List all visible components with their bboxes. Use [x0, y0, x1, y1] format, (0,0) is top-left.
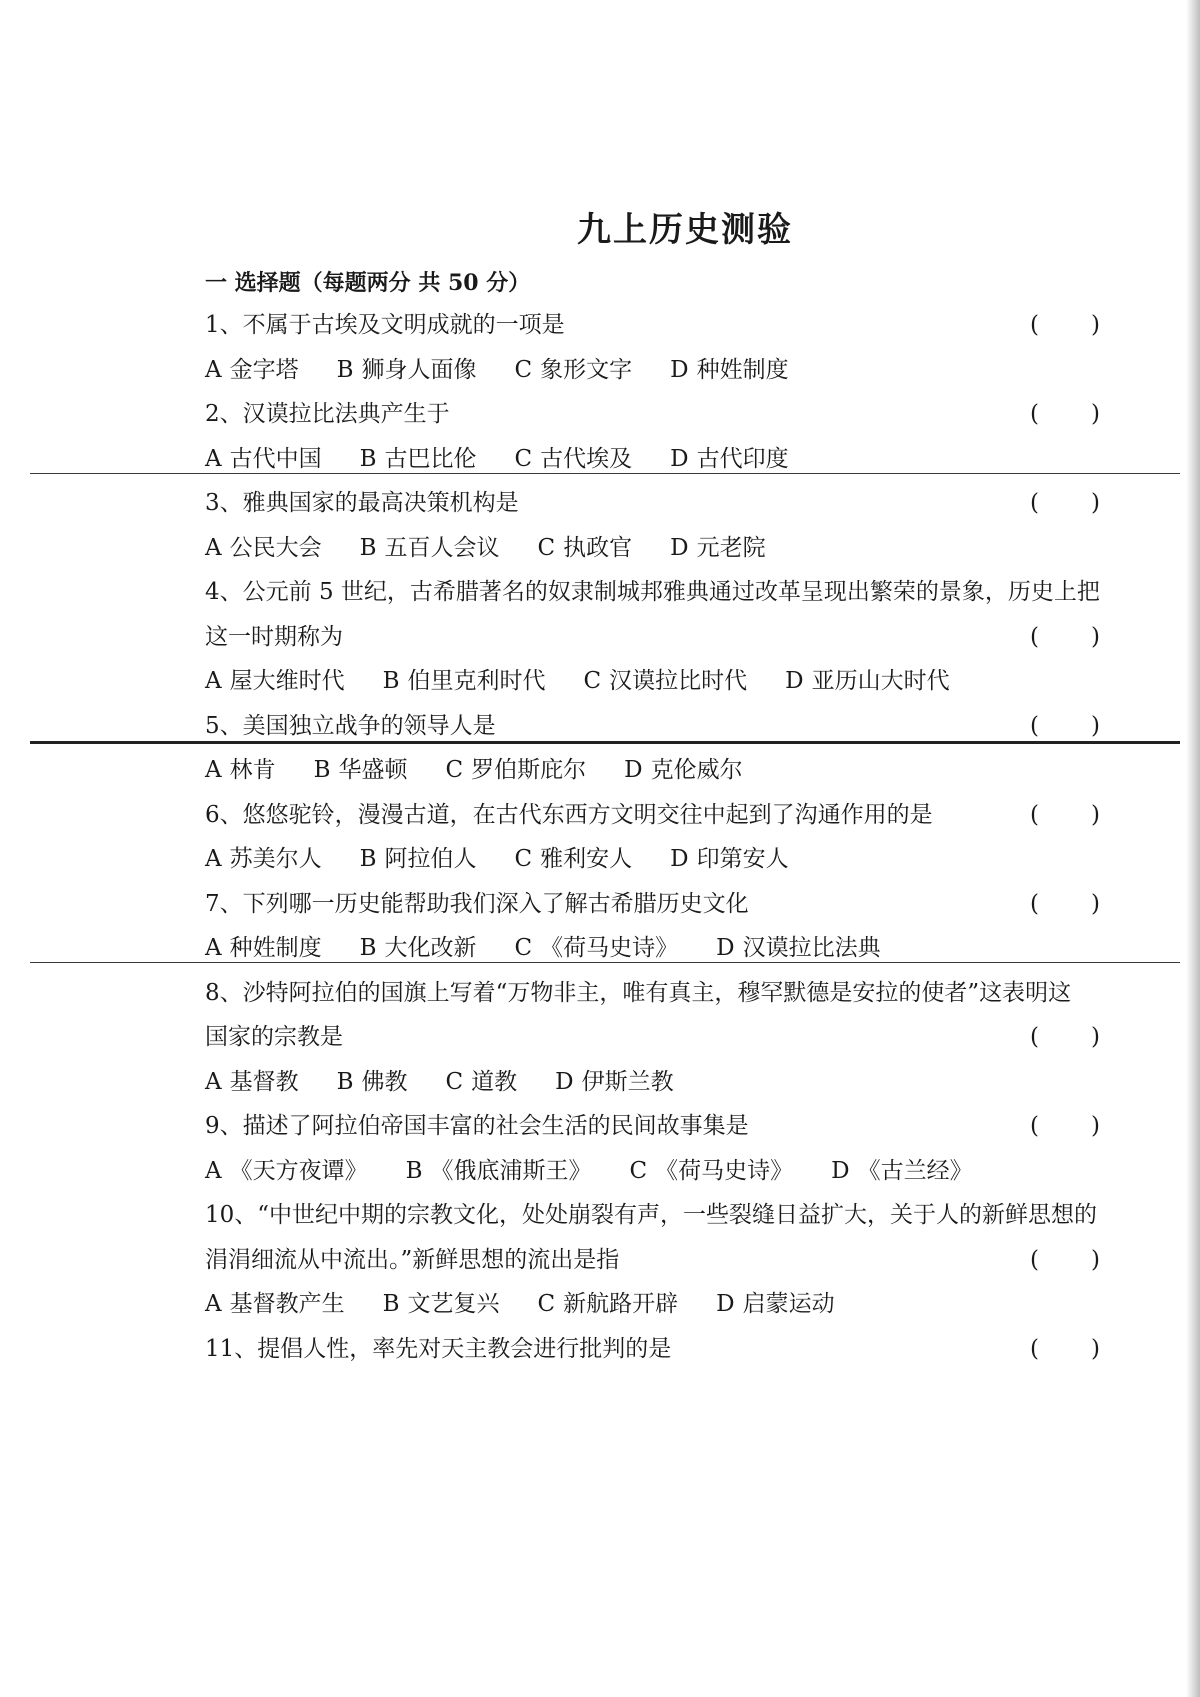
option-text: 金字塔: [229, 356, 299, 383]
option-text: 公民大会: [229, 534, 322, 561]
option-letter: C: [629, 1157, 648, 1184]
option-letter: D: [716, 935, 735, 961]
option-letter: B: [359, 935, 377, 961]
option-letter: D: [716, 1291, 735, 1317]
option-letter: A: [205, 935, 222, 961]
option-item: [515, 437, 633, 482]
question-text: 8、沙特阿拉伯的国旗上写着“万物非主，唯有真主，穆罕默德是安拉的使者”这表明这: [205, 979, 1072, 1006]
option-item: [555, 1060, 673, 1105]
answer-blank: [1030, 793, 1100, 838]
option-text: 新航路开辟: [563, 1291, 679, 1317]
answer-blank: [1030, 1015, 1100, 1060]
option-text: 古代中国: [229, 445, 322, 472]
option-text: 象形文字: [540, 356, 633, 383]
option-text: 雅利安人: [540, 846, 633, 872]
option-item: [205, 348, 299, 393]
option-letter: A: [205, 757, 222, 783]
option-letter: D: [670, 445, 689, 472]
option-text: 文艺复兴: [407, 1291, 500, 1317]
option-text: 种姓制度: [229, 935, 322, 961]
option-letter: D: [785, 668, 804, 694]
option-item: [205, 1149, 368, 1194]
paren-open: (: [1030, 401, 1039, 427]
option-item: [538, 1282, 679, 1327]
option-text: 狮身人面像: [361, 356, 477, 383]
option-text: 阿拉伯人: [384, 846, 477, 872]
option-letter: B: [359, 534, 377, 561]
question-text-line: [205, 303, 1155, 348]
answer-blank: [1030, 704, 1100, 749]
option-text: 伊斯兰教: [581, 1068, 674, 1095]
options-line: [205, 348, 1155, 393]
option-item: [337, 348, 477, 393]
option-item: [630, 1149, 794, 1194]
options-line: [205, 1060, 1155, 1105]
option-letter: C: [583, 668, 602, 694]
question-text-line: [205, 1238, 1155, 1283]
option-text: 古代印度: [696, 445, 789, 472]
paren-open: (: [1030, 890, 1039, 917]
option-text: 基督教产生: [229, 1291, 345, 1317]
question-text: 6、悠悠驼铃，漫漫古道，在古代东西方文明交往中起到了沟通作用的是: [205, 801, 933, 828]
option-letter: C: [514, 356, 533, 383]
question-text: 10、“中世纪中期的宗教文化，处处崩裂有声，一些裂缝日益扩大，关于人的新鲜思想的: [205, 1202, 1098, 1228]
question-text: 2、汉谟拉比法典产生于: [205, 401, 450, 427]
option-letter: C: [514, 846, 533, 872]
option-item: [205, 659, 345, 704]
option-text: 种姓制度: [696, 356, 789, 383]
options-line: [205, 1282, 1155, 1327]
option-text: 古巴比伦: [384, 445, 477, 472]
option-letter: A: [205, 1291, 222, 1317]
option-letter: C: [514, 935, 533, 961]
option-letter: B: [382, 1291, 400, 1317]
option-item: [314, 748, 408, 793]
option-item: [446, 1060, 518, 1105]
paren-open: (: [1030, 1024, 1039, 1050]
option-letter: D: [624, 757, 643, 783]
option-letter: D: [670, 534, 689, 561]
option-item: [538, 526, 633, 571]
option-letter: D: [670, 846, 689, 872]
options-line: [205, 926, 1155, 971]
option-item: [785, 659, 949, 704]
answer-blank: [1030, 882, 1100, 927]
option-item: [205, 926, 322, 971]
question-text-line: [205, 882, 1155, 927]
option-item: [205, 526, 322, 571]
option-letter: B: [313, 757, 331, 783]
option-item: [360, 437, 477, 482]
option-letter: A: [205, 1157, 222, 1184]
paren-close: ): [1091, 801, 1100, 828]
option-letter: A: [205, 534, 222, 561]
option-text: 《古兰经》: [857, 1157, 973, 1184]
paren-close: ): [1091, 1113, 1100, 1139]
option-item: [205, 837, 322, 882]
paren-close: ): [1091, 1246, 1100, 1273]
option-letter: C: [445, 1068, 464, 1095]
question-text: 涓涓细流从中流出。”新鲜思想的流出是指: [205, 1246, 620, 1273]
option-item: [670, 526, 765, 571]
paren-open: (: [1030, 1113, 1039, 1139]
paren-open: (: [1030, 712, 1039, 739]
option-item: [360, 837, 477, 882]
question-text-line: [205, 1193, 1155, 1238]
question-text-line: [205, 793, 1155, 838]
option-item: [515, 837, 633, 882]
option-letter: A: [205, 846, 222, 872]
question-text-line: [205, 1327, 1155, 1372]
question-text-line: [205, 615, 1155, 660]
answer-blank: [1030, 303, 1100, 348]
paren-close: ): [1091, 1024, 1100, 1050]
option-text: 启蒙运动: [742, 1291, 835, 1317]
option-text: 汉谟拉比时代: [609, 668, 748, 694]
question-text: 国家的宗教是: [205, 1024, 343, 1050]
paren-close: ): [1091, 490, 1100, 516]
paren-open: (: [1030, 1246, 1039, 1273]
option-letter: C: [537, 1291, 556, 1317]
option-letter: A: [205, 1068, 222, 1095]
option-text: 古代埃及: [540, 445, 633, 472]
option-letter: A: [205, 445, 222, 472]
option-item: [670, 437, 788, 482]
answer-blank: [1030, 481, 1100, 526]
option-letter: B: [405, 1157, 423, 1184]
option-text: 执政官: [563, 534, 633, 561]
option-text: 道教: [471, 1068, 518, 1095]
answer-blank: [1030, 1327, 1100, 1372]
option-item: [624, 748, 742, 793]
option-item: [584, 659, 748, 704]
option-text: 林肯: [229, 757, 276, 783]
paren-close: ): [1091, 712, 1100, 739]
option-item: [360, 526, 500, 571]
question-text-line: [205, 481, 1155, 526]
option-text: 《天方夜谭》: [229, 1157, 368, 1184]
option-item: [670, 837, 788, 882]
option-letter: B: [359, 445, 377, 472]
question-text-line: [205, 971, 1155, 1016]
options-line: [205, 437, 1155, 482]
option-letter: A: [205, 356, 222, 383]
option-letter: C: [445, 757, 464, 783]
option-letter: B: [359, 846, 377, 872]
option-item: [716, 1282, 834, 1327]
option-letter: D: [670, 356, 689, 383]
option-item: [670, 348, 788, 393]
page-title: 九上历史测验: [577, 210, 793, 250]
question-text: 11、提倡人性，率先对天主教会进行批判的是: [205, 1335, 672, 1362]
option-letter: C: [537, 534, 556, 561]
answer-blank: [1030, 1238, 1100, 1283]
option-letter: C: [514, 445, 533, 472]
option-letter: B: [382, 668, 400, 694]
option-item: [205, 1060, 299, 1105]
section-heading: 一 选择题（每题两分 共 50 分）: [205, 270, 531, 296]
option-item: [383, 1282, 500, 1327]
option-letter: D: [555, 1068, 574, 1095]
option-item: [383, 659, 546, 704]
option-text: 《荷马史诗》: [655, 1157, 794, 1184]
option-text: 《荷马史诗》: [540, 935, 679, 961]
options-line: [205, 659, 1155, 704]
paren-open: (: [1030, 801, 1039, 828]
options-line: [205, 837, 1155, 882]
option-text: 五百人会议: [384, 534, 500, 561]
question-text: 7、下列哪一历史能帮助我们深入了解古希腊历史文化: [205, 890, 749, 917]
paren-close: ): [1091, 890, 1100, 917]
paren-open: (: [1030, 312, 1039, 338]
paren-close: ): [1091, 401, 1100, 427]
question-text-line: [205, 1015, 1155, 1060]
option-text: 《俄底浦斯王》: [430, 1157, 592, 1184]
answer-blank: [1030, 392, 1100, 437]
paren-close: ): [1091, 1335, 1100, 1362]
option-text: 亚历山大时代: [811, 668, 950, 694]
option-letter: B: [336, 1068, 354, 1095]
option-text: 屋大维时代: [229, 668, 345, 694]
option-item: [831, 1149, 972, 1194]
options-line: [205, 748, 1155, 793]
option-text: 罗伯斯庇尔: [471, 757, 587, 783]
options-line: [205, 1149, 1155, 1194]
option-text: 苏美尔人: [229, 846, 322, 872]
option-text: 华盛顿: [338, 757, 408, 783]
paren-open: (: [1030, 490, 1039, 516]
option-letter: D: [831, 1157, 850, 1184]
paren-close: ): [1091, 312, 1100, 338]
scan-edge-shadow: [1186, 0, 1200, 1697]
option-letter: A: [205, 668, 222, 694]
question-text: 这一时期称为: [205, 623, 343, 650]
option-text: 元老院: [696, 534, 766, 561]
answer-blank: [1030, 1104, 1100, 1149]
question-text: 4、公元前 5 世纪，古希腊著名的奴隶制城邦雅典通过改革呈现出繁荣的景象，历史上把: [205, 579, 1100, 605]
option-item: [205, 1282, 345, 1327]
option-text: 大化改新: [384, 935, 477, 961]
question-text-line: [205, 1104, 1155, 1149]
option-item: [337, 1060, 408, 1105]
question-text: 9、描述了阿拉伯帝国丰富的社会生活的民间故事集是: [205, 1113, 749, 1139]
option-text: 印第安人: [696, 846, 789, 872]
paren-close: ): [1091, 623, 1100, 650]
option-text: 汉谟拉比法典: [742, 935, 881, 961]
option-text: 克伦威尔: [650, 757, 743, 783]
paren-open: (: [1030, 623, 1039, 650]
answer-blank: [1030, 615, 1100, 660]
option-item: [515, 348, 633, 393]
option-item: [515, 926, 679, 971]
question-text-line: [205, 704, 1155, 749]
option-text: 伯里克利时代: [407, 668, 546, 694]
option-item: [360, 926, 477, 971]
option-item: [446, 748, 587, 793]
question-text: 3、雅典国家的最高决策机构是: [205, 490, 519, 516]
option-text: 基督教: [229, 1068, 299, 1095]
paren-open: (: [1030, 1335, 1039, 1362]
option-letter: B: [336, 356, 354, 383]
options-line: [205, 526, 1155, 571]
question-text-line: [205, 570, 1155, 615]
question-list: [205, 303, 1155, 1371]
question-text-line: [205, 392, 1155, 437]
option-item: [716, 926, 880, 971]
option-item: [205, 748, 276, 793]
option-item: [406, 1149, 592, 1194]
question-text: 5、美国独立战争的领导人是: [205, 712, 496, 739]
option-text: 佛教: [361, 1068, 408, 1095]
option-item: [205, 437, 322, 482]
question-text: 1、不属于古埃及文明成就的一项是: [205, 312, 565, 338]
